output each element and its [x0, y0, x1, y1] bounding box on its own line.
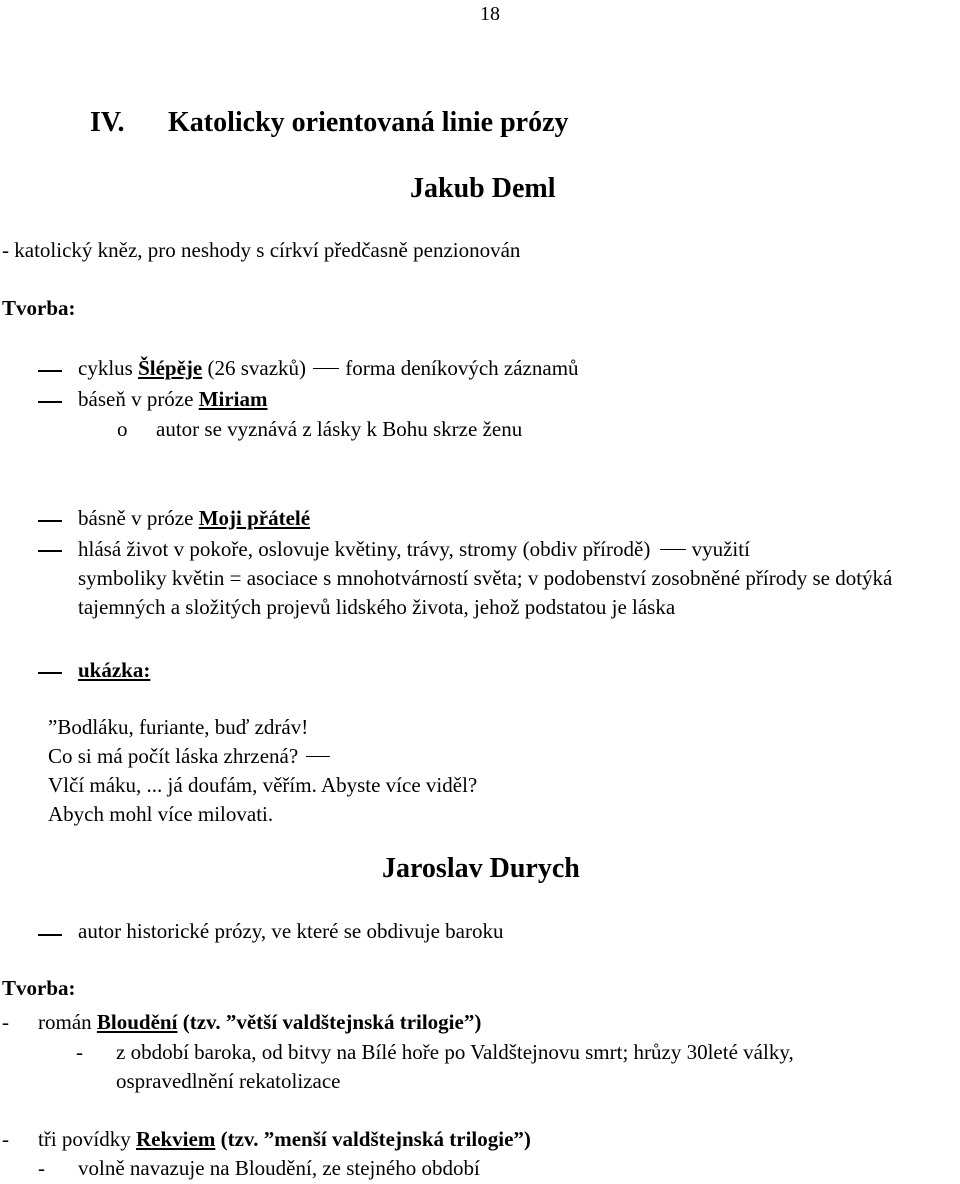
deml-item-moji-pratele: básně v próze Moji přátelé: [78, 506, 311, 530]
list-dash: -: [76, 1040, 83, 1064]
poem-line: ”Bodláku, furiante, buď zdráv!: [48, 715, 309, 739]
deml-item-miriam: báseň v próze Miriam: [78, 387, 268, 411]
author-heading-deml: Jakub Deml: [410, 173, 556, 204]
deml-bio: - katolický kněz, pro neshody s církví předčasně penzionován: [2, 238, 521, 262]
durych-blouzeni-note-line2: ospravedlnění rekatolizace: [116, 1069, 341, 1093]
dash-marker: [38, 370, 62, 372]
work-title-miriam: Miriam: [198, 387, 268, 411]
poem-line: Vlčí máku, ... já doufám, věřím. Abyste více viděl?: [48, 773, 478, 797]
sample-label: ukázka:: [78, 658, 151, 682]
poem-line: Abych mohl více milovati.: [48, 802, 274, 826]
deml-description-line1: hlásá život v pokoře, oslovuje květiny, trávy, stromy (obdiv přírodě) využití: [78, 537, 750, 561]
poem-line: Co si má počít láska zhrzená?: [48, 742, 330, 771]
durych-bio: autor historické prózy, ve které se obdivuje baroku: [78, 919, 504, 943]
chapter-number: IV.: [90, 107, 125, 138]
durych-blouzeni-note-line1: z období baroka, od bitvy na Bílé hoře po Valdštejnovu smrt; hrůzy 30leté války,: [116, 1040, 794, 1064]
list-dash: -: [2, 1010, 9, 1034]
dash-marker: [38, 550, 62, 552]
dash-marker: [38, 520, 62, 522]
work-title-moji-pratele: Moji přátelé: [198, 506, 311, 530]
durych-item-rekviem: tři povídky Rekviem (tzv. ”menší valdštejnská trilogie”): [38, 1127, 531, 1151]
list-dash: -: [38, 1156, 45, 1180]
dash-marker: [38, 934, 62, 936]
dash-marker: [660, 549, 686, 551]
work-title-rekviem: Rekviem: [136, 1127, 216, 1151]
work-title-slepeje: Šlépěje: [138, 356, 203, 380]
deml-tvorba-label: Tvorba:: [2, 296, 76, 320]
durych-item-blouzeni: román Bloudění (tzv. ”větší valdštejnská trilogie”): [38, 1010, 482, 1034]
dash-marker: [313, 368, 339, 370]
chapter-title: Katolicky orientovaná linie prózy: [168, 107, 569, 138]
list-dash: -: [2, 1127, 9, 1151]
deml-miriam-note: autor se vyznává z lásky k Bohu skrze ženu: [156, 417, 523, 441]
durych-tvorba-label: Tvorba:: [2, 976, 76, 1000]
dash-marker: [38, 401, 62, 403]
chapter-heading: [90, 106, 569, 140]
dash-marker: [306, 756, 330, 758]
page-number: 18: [480, 3, 500, 25]
dash-marker: [38, 672, 62, 674]
work-title-blouzeni: Bloudění: [96, 1010, 178, 1034]
deml-description-rest: symboliky květin = asociace s mnohotvárností světa; v podobenství zosobněné přírody se dotýká tajemných a složitých projevů lidského života, jehož podstatou je láska: [78, 566, 893, 619]
durych-rekviem-note: volně navazuje na Bloudění, ze stejného období: [78, 1156, 480, 1180]
deml-item-slepeje: cyklus Šlépěje (26 svazků) forma deníkových záznamů: [78, 356, 579, 380]
author-heading-durych: Jaroslav Durych: [382, 853, 580, 884]
sub-bullet: o: [117, 417, 128, 441]
